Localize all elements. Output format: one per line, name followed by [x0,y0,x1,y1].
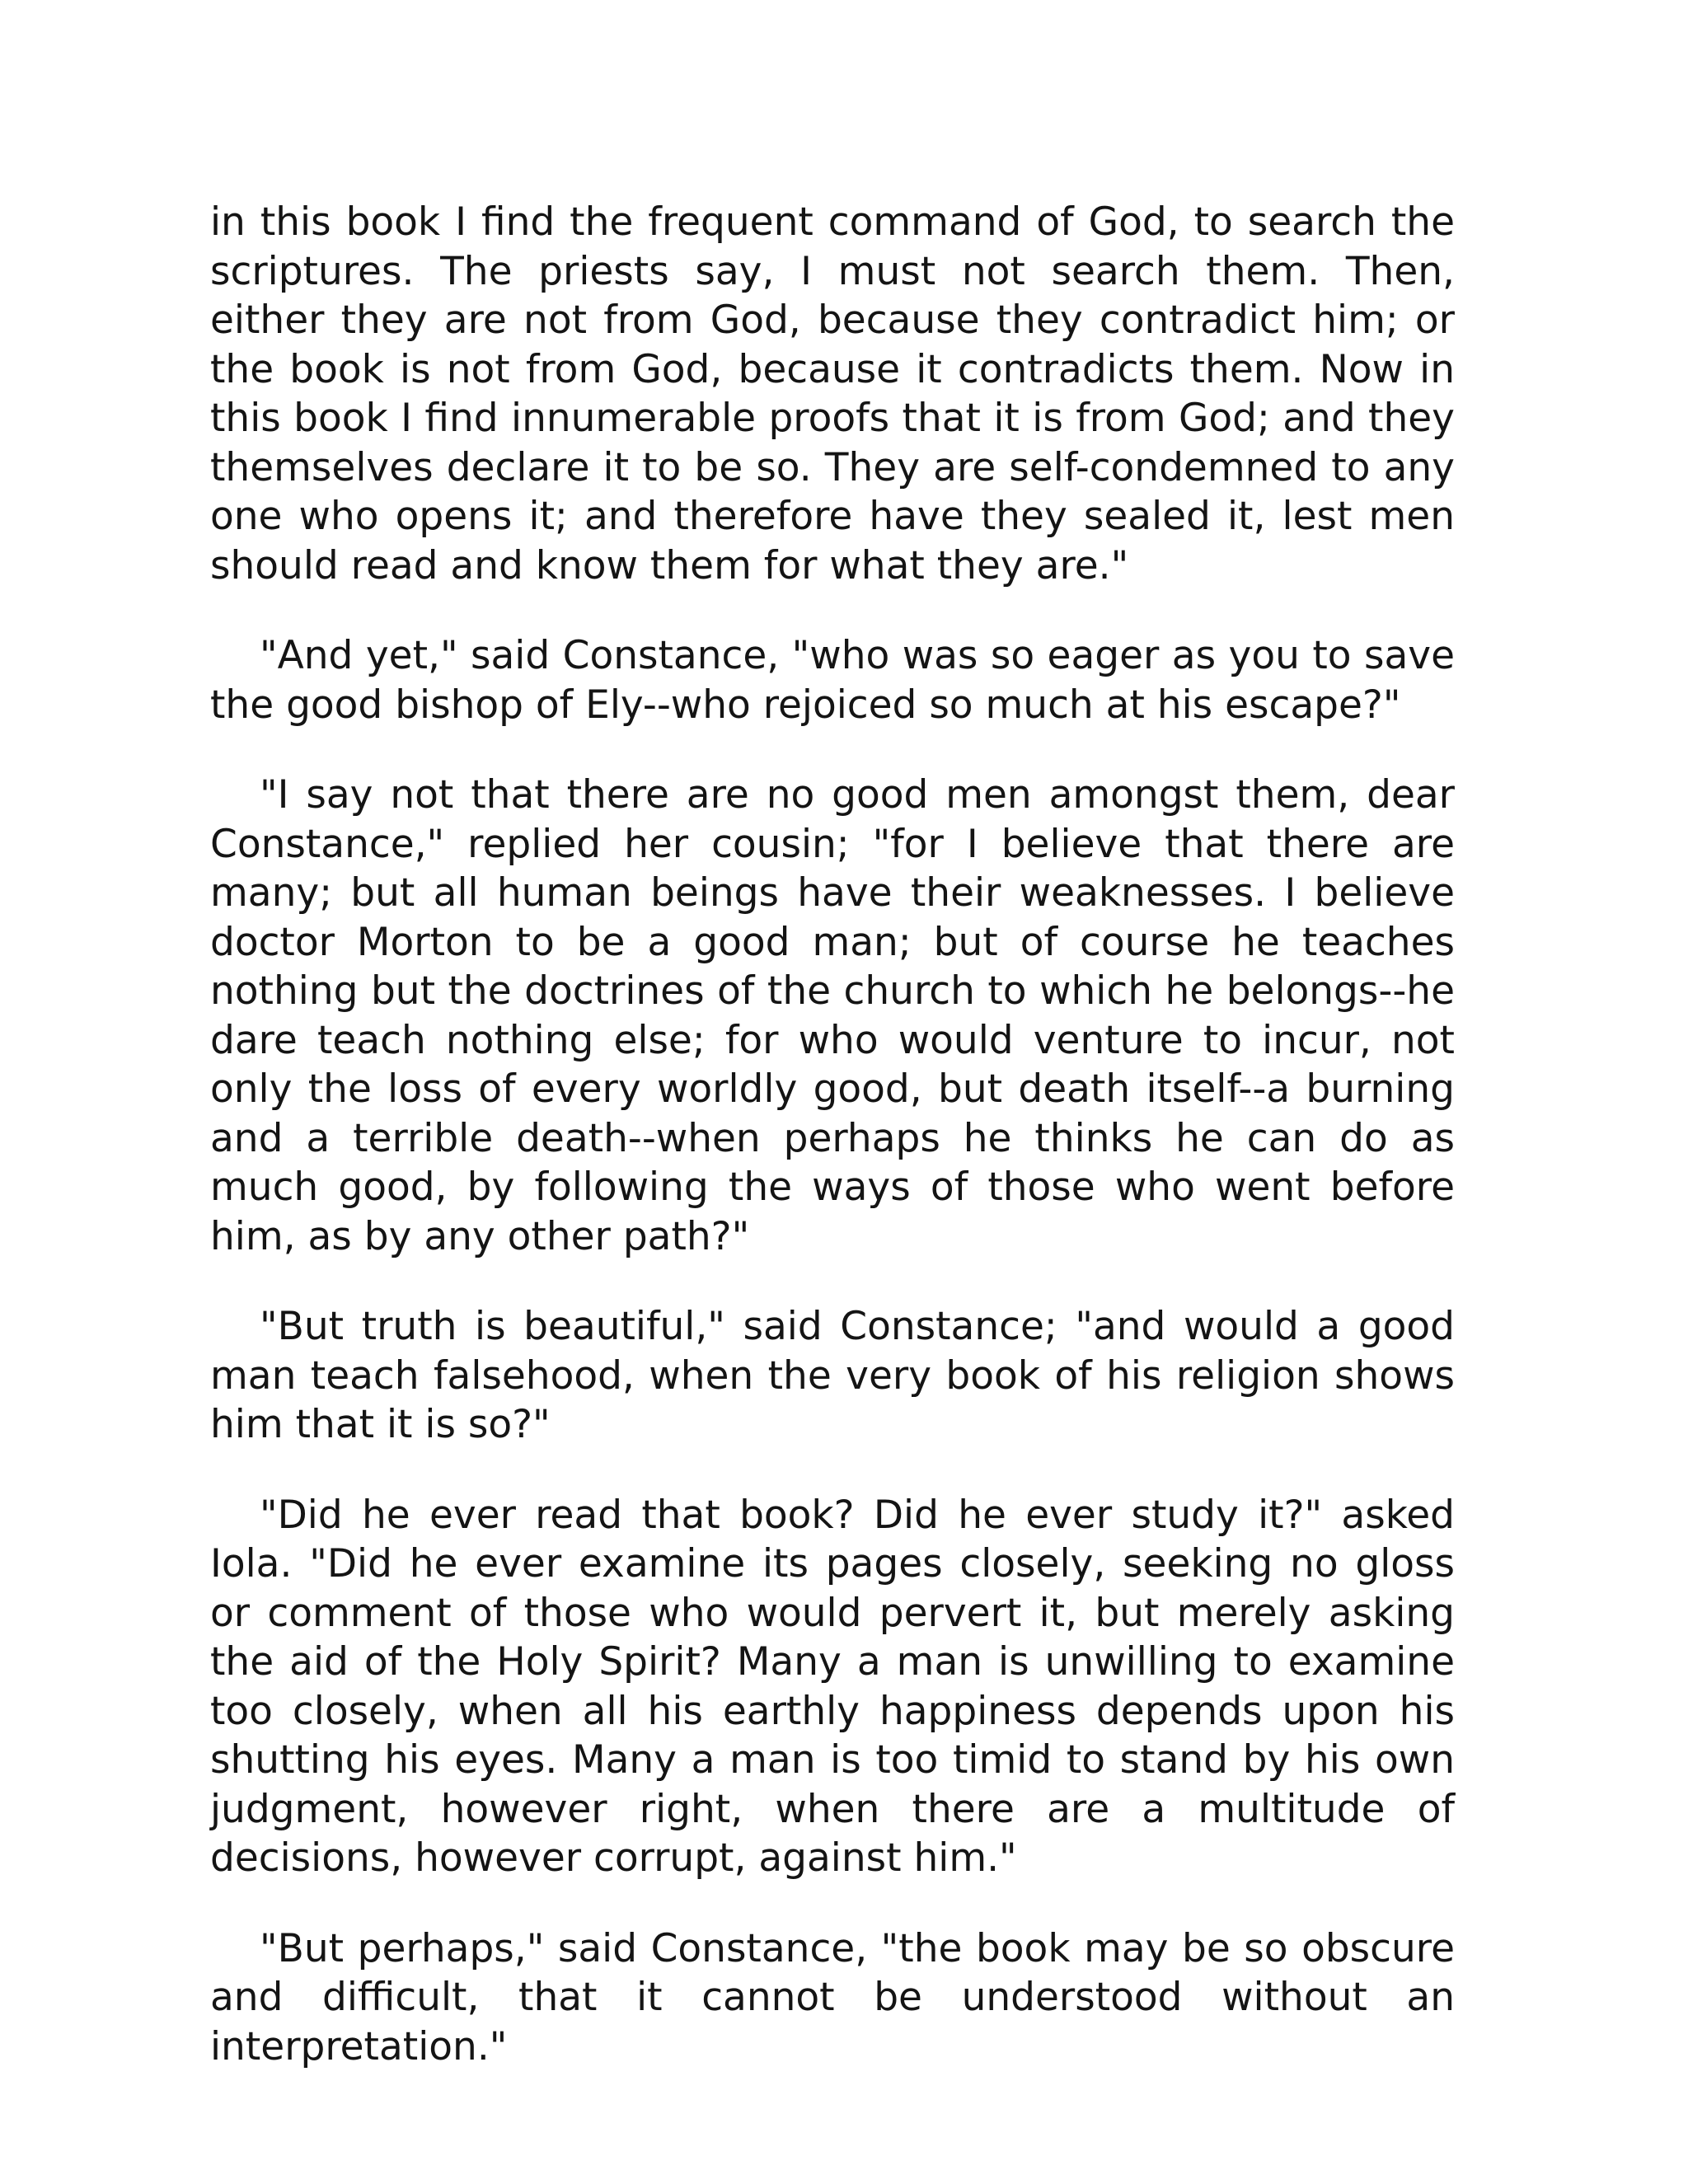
paragraph-1: in this book I find the frequent command of God, to search the scriptures. The priests say, I must not search them. Then, either they are not from God, because they contradict him; or the book is not from God, because it contradicts them. Now in this book I find innumerable proofs that it is from God; and they themselves declare it to be so. They are self-condemned to any one who opens it; and therefore have they sealed it, lest men should read and know them for what they are." [210,199,1455,588]
paragraph-2: "And yet," said Constance, "who was so eager as you to save the good bishop of Ely--who rejoiced so much at his escape?" [210,633,1455,728]
paragraph-3: "I say not that there are no good men amongst them, dear Constance," replied her cousin; "for I believe that there are many; but all human beings have their weaknesses. I believe doctor Morton to be a good man; but of course he teaches nothing but the doctrines of the church to which he belongs--he dare teach nothing else; for who would venture to incur, not only the loss of every worldly good, but death itself--a burning and a terrible death--when perhaps he thinks he can do as much good, by following the ways of those who went before him, as by any other path?" [210,772,1455,1259]
paragraph-6: "But perhaps," said Constance, "the book may be so obscure and difficult, that it cannot be understood without an interpretation." [210,1925,1455,2069]
document-page [210,198,1455,2112]
paragraph-5: "Did he ever read that book? Did he ever study it?" asked Iola. "Did he ever examine its pages closely, seeking no gloss or comment of those who would pervert it, but merely asking the aid of the Holy Spirit? Many a man is unwilling to examine too closely, when all his earthly happiness depends upon his shutting his eyes. Many a man is too timid to stand by his own judgment, however right, when there are a multitude of decisions, however corrupt, against him." [210,1492,1455,1881]
paragraph-4: "But truth is beautiful," said Constance; "and would a good man teach falsehood, when the very book of his religion shows him that it is so?" [210,1304,1455,1447]
